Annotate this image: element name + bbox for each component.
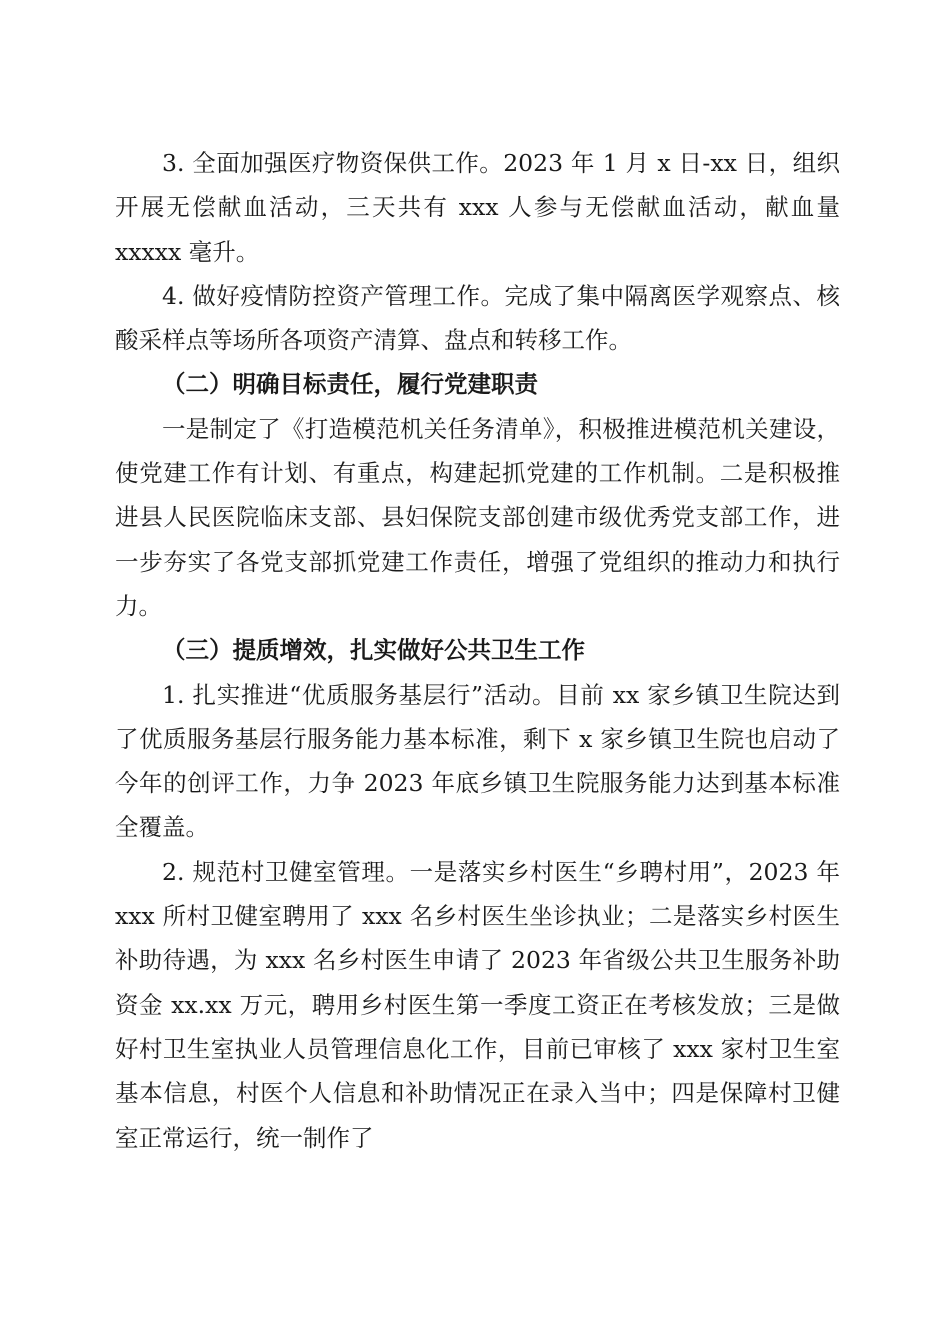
paragraph-medical-supplies: 3. 全面加强医疗物资保供工作。2023 年 1 月 x 日-xx 日，组织开展无偿献血活动，三天共有 xxx 人参与无偿献血活动，献血量 xxxxx 毫升。 bbox=[115, 149, 840, 266]
section-heading-text: （三）提质增效，扎实做好公共卫生工作 bbox=[162, 636, 585, 665]
section-heading-public-health bbox=[115, 628, 840, 672]
paragraph-party-building: 一是制定了《打造模范机关任务清单》，积极推进模范机关建设，使党建工作有计划、有重点，构建起抓党建的工作机制。二是积极推进县人民医院临床支部、县妇保院支部创建市级优秀党支部工作，进一步夯实了各党支部抓党建工作责任，增强了党组织的推动力和执行力。 bbox=[115, 414, 840, 620]
paragraph-quality-service: 1. 扎实推进“优质服务基层行”活动。目前 xx 家乡镇卫生院达到了优质服务基层行服务能力基本标准，剩下 x 家乡镇卫生院也启动了今年的创评工作，力争 2023 年底乡镇卫生院服务能力达到基本标准全覆盖。 bbox=[115, 680, 840, 842]
section-heading-text: （二）明确目标责任，履行党建职责 bbox=[162, 370, 538, 399]
section-heading-party-building bbox=[115, 362, 840, 406]
document-body bbox=[115, 141, 840, 1160]
paragraph-village-clinic: 2. 规范村卫健室管理。一是落实乡村医生“乡聘村用”，2023 年 xxx 所村卫健室聘用了 xxx 名乡村医生坐诊执业；二是落实乡村医生补助待遇，为 xxx 名乡村医生申请了 2023 年省级公共卫生服务补助资金 xx.xx 万元，聘用乡村医生第一季度工资正在考核发放；三是做好村卫生室执业人员管理信息化工作，目前已审核了 xxx 家村卫生室基本信息，村医个人信息和补助情况正在录入当中；四是保障村卫健室正常运行，统一制作了 bbox=[115, 857, 840, 1152]
paragraph-asset-management: 4. 做好疫情防控资产管理工作。完成了集中隔离医学观察点、核酸采样点等场所各项资产清算、盘点和转移工作。 bbox=[115, 281, 840, 355]
